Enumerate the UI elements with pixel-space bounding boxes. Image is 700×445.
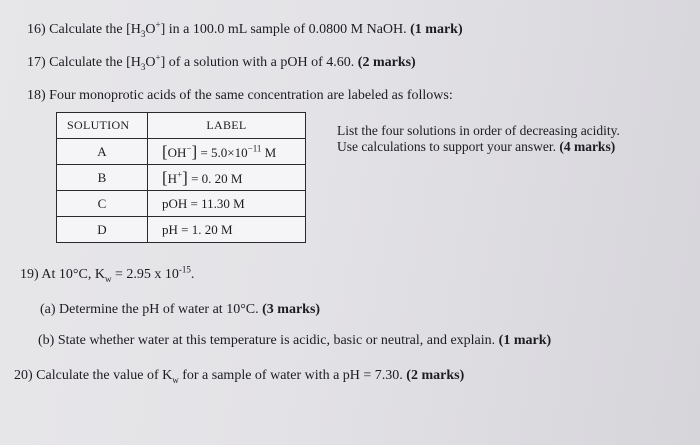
header-label: LABEL	[148, 113, 306, 139]
subscript: 3	[140, 28, 146, 39]
label-cell: pH = 1. 20 M	[148, 217, 306, 243]
header-solution: SOLUTION	[57, 113, 148, 139]
superscript: −11	[247, 143, 262, 154]
label-cell: pOH = 11.30 M	[148, 191, 306, 217]
superscript: −	[186, 143, 192, 154]
question-17	[27, 52, 416, 72]
question-text: Calculate the [H	[49, 22, 141, 37]
subscript: w	[172, 374, 179, 385]
question-19a	[40, 302, 320, 318]
sub-question-label: (b)	[38, 333, 55, 348]
question-19b	[38, 333, 551, 349]
label-text: OH	[167, 144, 187, 160]
solution-cell: D	[57, 217, 148, 243]
table-header-row	[57, 113, 306, 139]
table-instruction	[337, 123, 620, 155]
question-text: = 2.95 x 10	[111, 267, 179, 282]
question-number: 18)	[27, 88, 46, 103]
subscript: 3	[140, 61, 146, 72]
table-row	[57, 191, 306, 217]
instruction-line-1: List the four solutions in order of decreasing acidity.	[337, 123, 620, 138]
marks: (2 marks)	[406, 368, 465, 383]
solution-cell: B	[57, 165, 148, 191]
question-20	[14, 368, 464, 384]
question-number: 19)	[20, 267, 39, 282]
question-number: 16)	[27, 22, 46, 37]
question-number: 20)	[14, 368, 33, 383]
marks: (1 mark)	[498, 333, 552, 348]
superscript: +	[177, 169, 183, 180]
question-text: ] of a solution with a pOH of 4.60.	[160, 55, 355, 70]
question-16	[27, 19, 463, 39]
table-row	[57, 165, 306, 191]
superscript: -15	[178, 264, 191, 275]
label-text: H	[167, 170, 178, 186]
table-row	[57, 139, 306, 165]
question-text: for a sample of water with a pH = 7.30.	[178, 368, 403, 383]
acid-table	[56, 112, 306, 243]
label-text: M	[261, 144, 277, 160]
question-text: Calculate the [H	[49, 55, 141, 70]
label-cell: $[OH^-] = 5.0\times 10^{-11}$ M	[148, 139, 306, 165]
superscript: +	[155, 19, 161, 30]
label-text: = 0. 20 M	[187, 170, 243, 186]
subscript: w	[104, 273, 112, 284]
marks: (3 marks)	[262, 302, 321, 317]
marks: (1 mark)	[410, 22, 463, 37]
question-text: Four monoprotic acids of the same concentration are labeled as follows:	[49, 88, 453, 103]
table-row	[57, 217, 306, 243]
question-text: Determine the pH of water at 10°C.	[59, 302, 259, 317]
question-text: At 10°C, K	[41, 267, 105, 282]
superscript: +	[155, 52, 161, 63]
solution-cell: A	[57, 139, 148, 165]
question-text: O	[145, 22, 156, 37]
instruction-line-2: Use calculations to support your answer. (4 marks)	[337, 139, 616, 154]
question-text: O	[145, 55, 156, 70]
label-text: = 5.0×10	[197, 144, 248, 160]
label-cell: [H+] = 0. 20 M	[148, 165, 306, 191]
question-text: State whether water at this temperature is acidic, basic or neutral, and explain.	[57, 333, 496, 348]
question-18	[27, 88, 453, 104]
marks: (2 marks)	[357, 55, 416, 70]
question-text: .	[190, 267, 195, 282]
marks: (4 marks)	[559, 139, 616, 154]
question-text: ] in a 100.0 mL sample of 0.0800 M NaOH.	[160, 22, 407, 37]
question-text: Calculate the value of K	[36, 368, 173, 383]
solution-cell: C	[57, 191, 148, 217]
question-19	[20, 264, 195, 284]
question-number: 17)	[27, 55, 46, 70]
sub-question-label: (a)	[40, 302, 56, 317]
